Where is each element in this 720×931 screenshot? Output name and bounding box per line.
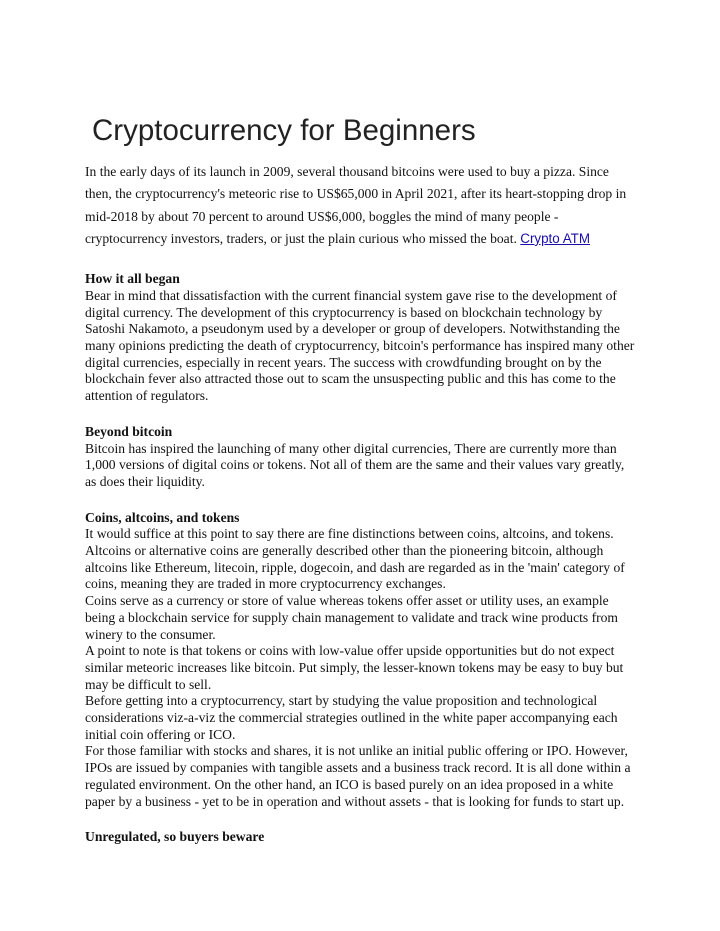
- section-heading: How it all began: [85, 271, 180, 287]
- document-page: [85, 112, 637, 846]
- section-beyond-bitcoin: [85, 424, 637, 491]
- section-paragraph: Coins serve as a currency or store of value whereas tokens offer asset or utility uses, an example being a blockchain service for supply chain management to validate and track wine products from winery to the consumer.: [85, 593, 618, 642]
- section-heading: Unregulated, so buyers beware: [85, 829, 265, 845]
- section-coins-altcoins-tokens: [85, 510, 637, 811]
- section-paragraph: It would suffice at this point to say there are fine distinctions between coins, altcoins, and tokens. Altcoins or alternative coins are generally described other than the pioneering bitcoin, although altcoins like Ethereum, litecoin, ripple, dogecoin, and dash are regarded as in the 'main' category of coins, meaning they are traded in more cryptocurrency exchanges.: [85, 526, 625, 592]
- section-paragraph: A point to note is that tokens or coins with low-value offer upside opportunities but do not expect similar meteoric increases like bitcoin. Put simply, the lesser-known tokens may be easy to buy but may be difficult to sell.: [85, 643, 624, 692]
- section-heading: Coins, altcoins, and tokens: [85, 509, 240, 525]
- page-title: Cryptocurrency for Beginners: [92, 114, 476, 147]
- section-unregulated: [85, 829, 637, 846]
- section-how-it-all-began: [85, 271, 637, 405]
- section-paragraph: Before getting into a cryptocurrency, start by studying the value proposition and technological considerations viz-a-viz the commercial strategies outlined in the white paper accompanying each initial coin offering or ICO.: [85, 693, 618, 742]
- intro-paragraph: [85, 161, 637, 250]
- crypto-atm-link[interactable]: Crypto ATM: [520, 230, 590, 246]
- section-paragraph: Bear in mind that dissatisfaction with the current financial system gave rise to the development of digital currency. The development of this cryptocurrency is based on blockchain technology by Satoshi Nakamoto, a pseudonym used by a developer or group of developers. Notwithstanding the many opinions predicting the death of cryptocurrency, bitcoin's performance has inspired many other digital currencies, especially in recent years. The success with crowdfunding brought on by the blockchain fever also attracted those out to scam the unsuspecting public and this has come to the attention of regulators.: [85, 287, 635, 404]
- section-paragraph: For those familiar with stocks and shares, it is not unlike an initial public offering or IPO. However, IPOs are issued by companies with tangible assets and a business track record. It is all done within a regulated environment. On the other hand, an ICO is based purely on an idea proposed in a white paper by a business - yet to be in operation and without assets - that is looking for funds to start up.: [85, 743, 631, 809]
- section-heading: Beyond bitcoin: [85, 423, 173, 439]
- intro-text: In the early days of its launch in 2009, several thousand bitcoins were used to buy a pizza. Since then, the cryptocurrency's meteoric rise to US$65,000 in April 2021, after its heart-stopping drop in mid-2018 by about 70 percent to around US$6,000, boggles the mind of many people - cryptocurrency investors, traders, or just the plain curious who missed the boat.: [85, 164, 627, 246]
- section-paragraph: Bitcoin has inspired the launching of many other digital currencies, There are currently more than 1,000 versions of digital coins or tokens. Not all of them are the same and their values vary greatly, as does their liquidity.: [85, 440, 625, 489]
